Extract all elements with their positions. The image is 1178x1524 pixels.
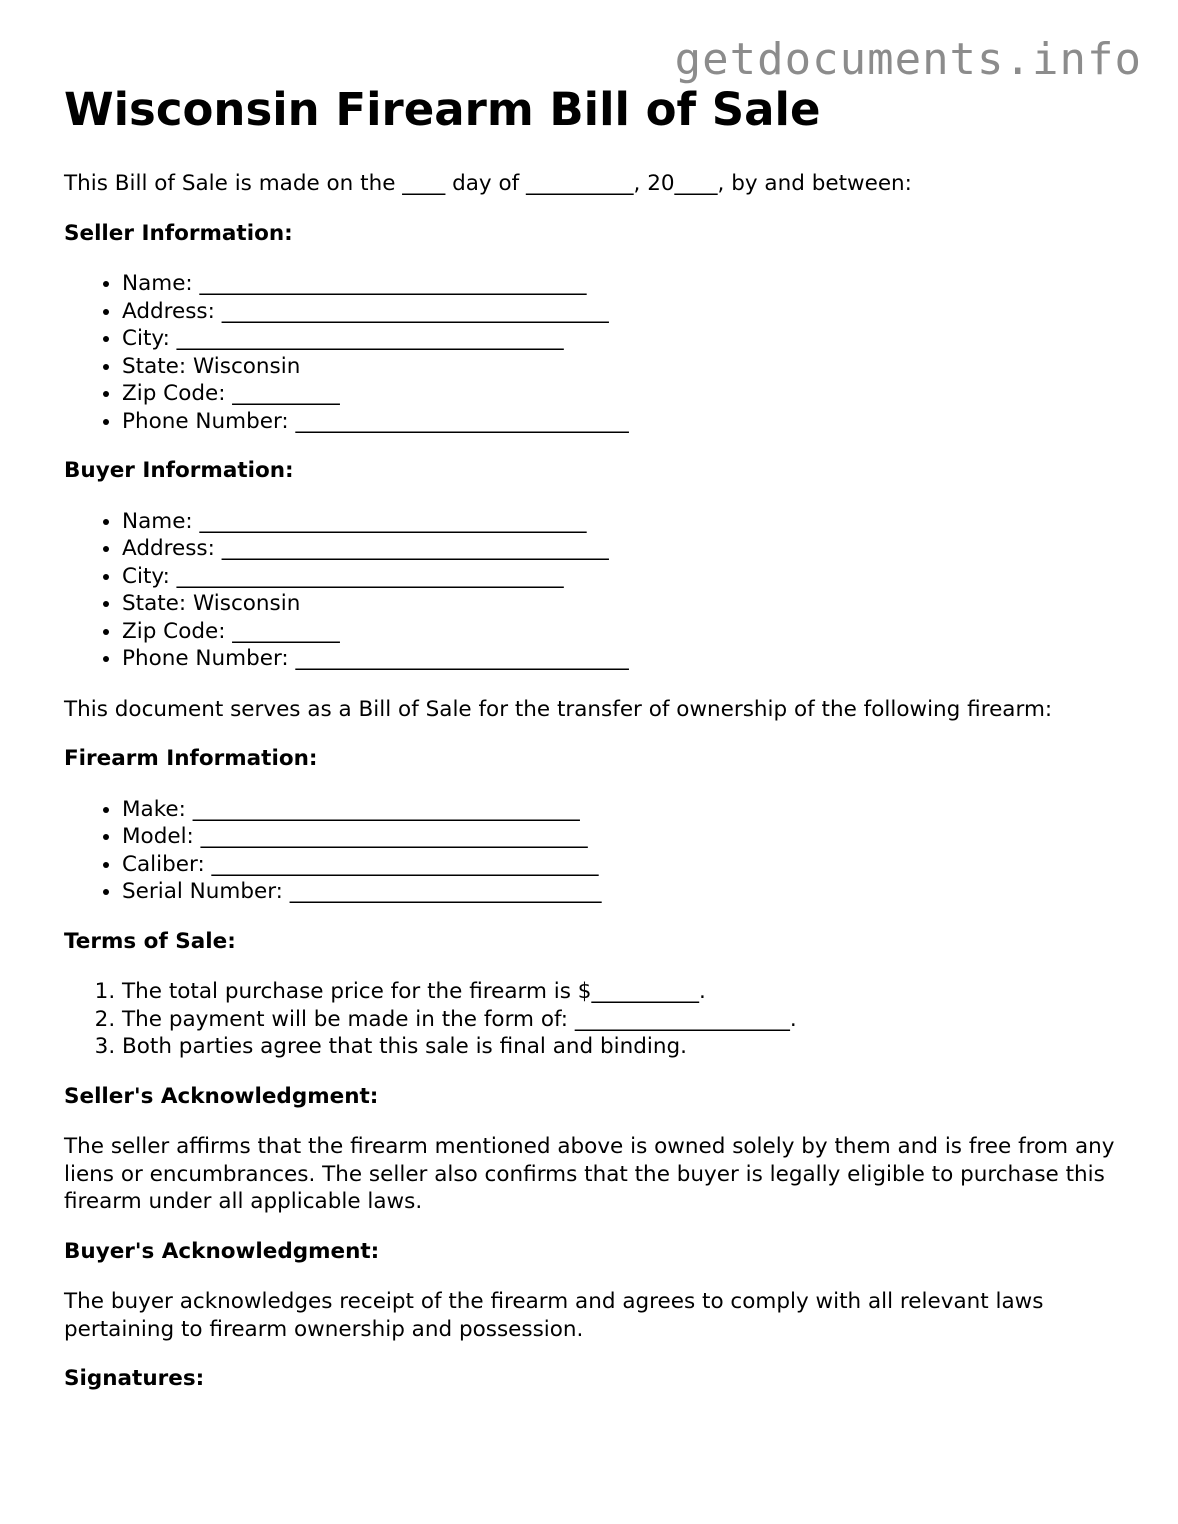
seller-ack-heading: Seller's Acknowledgment: (64, 1083, 379, 1109)
seller-ack-text: The seller affirms that the firearm mentioned above is owned solely by them and is free from any liens or encumbrances. The seller also confirms that the buyer is legally eligible to purchase this firearm under all applicable laws. (64, 1134, 1115, 1214)
terms-list (64, 978, 1124, 1061)
seller-city-field: • City: ____________________________________ (122, 325, 1124, 353)
buyer-state-field: • State: Wisconsin (122, 590, 1124, 618)
buyer-city-field: • City: ____________________________________ (122, 563, 1124, 591)
buyer-zip-field: • Zip Code: __________ (122, 618, 1124, 646)
signatures-heading: Signatures: (64, 1366, 205, 1391)
terms-heading: Terms of Sale: (64, 928, 236, 954)
seller-state-field: • State: Wisconsin (122, 353, 1124, 381)
seller-address-field: • Address: ____________________________________ (122, 298, 1124, 326)
buyer-ack-text: The buyer acknowledges receipt of the firearm and agrees to comply with all relevant laws pertaining to firearm ownership and possession. (64, 1289, 1044, 1342)
seller-name-field: • Name: ____________________________________ (122, 270, 1124, 298)
buyer-info-heading: Buyer Information: (64, 458, 294, 483)
firearm-serial-field: • Serial Number: _____________________________ (122, 878, 1124, 906)
seller-info-list (64, 270, 1124, 435)
buyer-phone-field: • Phone Number: _______________________________ (122, 645, 1124, 673)
document-page (64, 84, 1124, 1393)
terms-item-final: 3. Both parties agree that this sale is final and binding. (122, 1033, 1124, 1061)
terms-item-price: 1. The total purchase price for the firearm is $__________. (122, 978, 1124, 1006)
firearm-make-field: • Make: ____________________________________ (122, 796, 1124, 824)
seller-info-heading: Seller Information: (64, 220, 293, 246)
transfer-paragraph: This document serves as a Bill of Sale for the transfer of ownership of the following firearm: (64, 696, 1053, 722)
terms-item-payment: 2. The payment will be made in the form of: ____________________. (122, 1006, 1124, 1034)
buyer-address-field: • Address: ____________________________________ (122, 535, 1124, 563)
document-title: Wisconsin Firearm Bill of Sale (64, 83, 821, 136)
firearm-info-heading: Firearm Information: (64, 746, 318, 771)
buyer-ack-heading: Buyer's Acknowledgment: (64, 1238, 380, 1264)
firearm-info-list (64, 796, 1124, 906)
seller-phone-field: • Phone Number: _______________________________ (122, 408, 1124, 436)
watermark: getdocuments.info (674, 34, 1142, 85)
intro-paragraph: This Bill of Sale is made on the ____ day of __________, 20____, by and between: (64, 171, 912, 196)
firearm-model-field: • Model: ____________________________________ (122, 823, 1124, 851)
buyer-info-list (64, 508, 1124, 673)
seller-zip-field: • Zip Code: __________ (122, 380, 1124, 408)
firearm-caliber-field: • Caliber: ____________________________________ (122, 851, 1124, 879)
buyer-name-field: • Name: ____________________________________ (122, 508, 1124, 536)
